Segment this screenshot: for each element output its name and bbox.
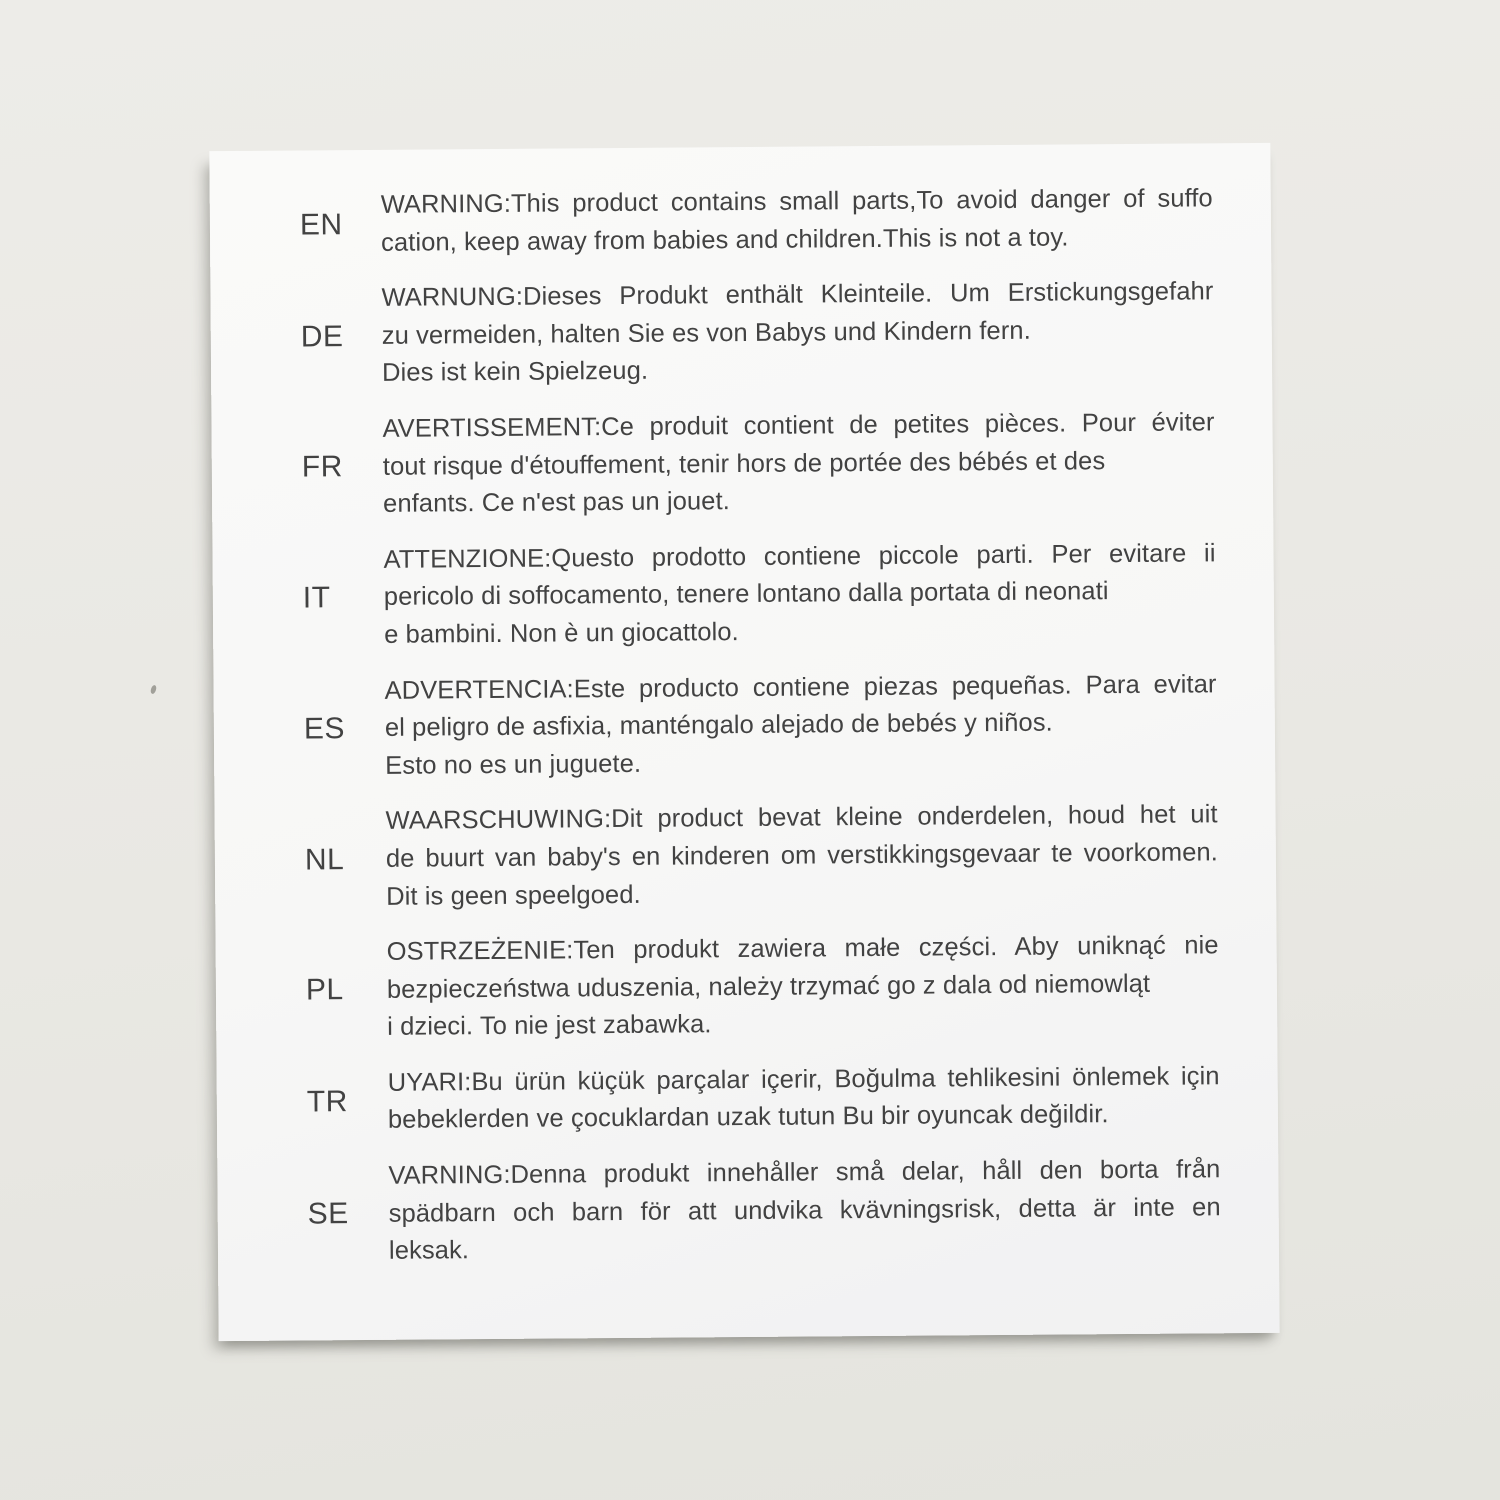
warning-line: el peligro de asfixia, manténgalo alejado de bebés y niños. bbox=[384, 708, 1053, 742]
language-code: FR bbox=[301, 450, 343, 484]
warning-line: cation, keep away from babies and children.This is not a toy. bbox=[380, 223, 1069, 257]
language-code: DE bbox=[300, 319, 344, 354]
language-code: IT bbox=[302, 581, 331, 615]
warning-line: AVERTISSEMENT:Ce produit contient de petites pièces. Pour éviter bbox=[382, 408, 1215, 443]
warning-line: VARNING:Denna produkt innehåller små delar, håll den borta från bbox=[388, 1155, 1221, 1190]
language-section bbox=[300, 180, 1217, 262]
language-code: NL bbox=[304, 842, 345, 877]
warning-line: bebeklerden ve çocuklardan uzak tutun Bu bir oyuncak değildir. bbox=[387, 1100, 1109, 1135]
warning-lines bbox=[381, 273, 1214, 392]
warning-lines bbox=[388, 1058, 1221, 1140]
warning-lines bbox=[381, 180, 1214, 262]
language-section bbox=[301, 404, 1218, 524]
language-code: ES bbox=[303, 712, 346, 746]
language-section bbox=[307, 1058, 1224, 1140]
warning-line: spädbarn och barn för att undvika kvävningsrisk, detta är inte en bbox=[388, 1192, 1221, 1228]
language-code: EN bbox=[299, 207, 343, 242]
warning-line: ADVERTENCIA:Este producto contiene piezas pequeñas. Para evitar bbox=[384, 669, 1217, 705]
warning-line: i dzieci. To nie jest zabawka. bbox=[387, 1010, 712, 1042]
warning-lines bbox=[384, 666, 1217, 785]
warning-line: tout risque d'étouffement, tenir hors de portée des bébés et des bbox=[382, 446, 1106, 481]
language-section bbox=[304, 797, 1221, 917]
warning-lines bbox=[383, 535, 1216, 654]
language-section bbox=[300, 273, 1217, 393]
warning-line: UYARI:Bu ürün küçük parçalar içerir, Boğulma tehlikesini önlemek için bbox=[387, 1062, 1220, 1097]
warning-line: WARNUNG:Dieses Produkt enthält Kleinteile. Um Erstickungsgefahr bbox=[381, 277, 1214, 313]
language-section bbox=[302, 535, 1219, 655]
warning-line: Dies ist kein Spielzeug. bbox=[381, 357, 649, 388]
dust-speck bbox=[150, 684, 158, 694]
warning-lines bbox=[385, 797, 1218, 916]
warning-line: WARNING:This product contains small parts,To avoid danger of suffo bbox=[380, 184, 1213, 219]
warning-lines bbox=[388, 1151, 1221, 1270]
warning-line: zu vermeiden, halten Sie es von Babys und Kindern fern. bbox=[381, 316, 1031, 350]
language-section bbox=[303, 666, 1220, 786]
warning-line: e bambini. Non è un giocattolo. bbox=[384, 617, 739, 649]
language-code: PL bbox=[305, 973, 344, 1007]
warning-line: OSTRZEŻENIE:Ten produkt zawiera małe części. Aby uniknąć nie bbox=[386, 931, 1219, 966]
warning-line: de buurt van baby's en kinderen om verstikkingsgevaar te voorkomen. bbox=[385, 838, 1218, 873]
language-code: SE bbox=[307, 1197, 349, 1231]
warning-line: WAARSCHUWING:Dit product bevat kleine onderdelen, houd het uit bbox=[385, 800, 1218, 836]
language-section bbox=[305, 927, 1222, 1047]
warning-lines bbox=[386, 927, 1219, 1046]
warning-line: pericolo di soffocamento, tenere lontano dalla portata di neonati bbox=[383, 577, 1109, 612]
warning-line: Dit is geen speelgoed. bbox=[386, 880, 641, 911]
language-code: TR bbox=[306, 1085, 348, 1119]
language-section bbox=[307, 1151, 1224, 1271]
language-sections bbox=[209, 143, 1279, 1341]
warning-line: bezpieczeństwa uduszenia, należy trzymać go z dala od niemowląt bbox=[386, 969, 1151, 1004]
warning-line: ATTENZIONE:Questo prodotto contiene piccole parti. Per evitare ii bbox=[383, 539, 1216, 574]
warning-line: enfants. Ce n'est pas un jouet. bbox=[383, 487, 731, 518]
warning-lines bbox=[382, 404, 1215, 523]
warning-label-paper bbox=[209, 143, 1279, 1341]
warning-line: Esto no es un juguete. bbox=[385, 749, 642, 780]
warning-line: leksak. bbox=[388, 1236, 470, 1266]
